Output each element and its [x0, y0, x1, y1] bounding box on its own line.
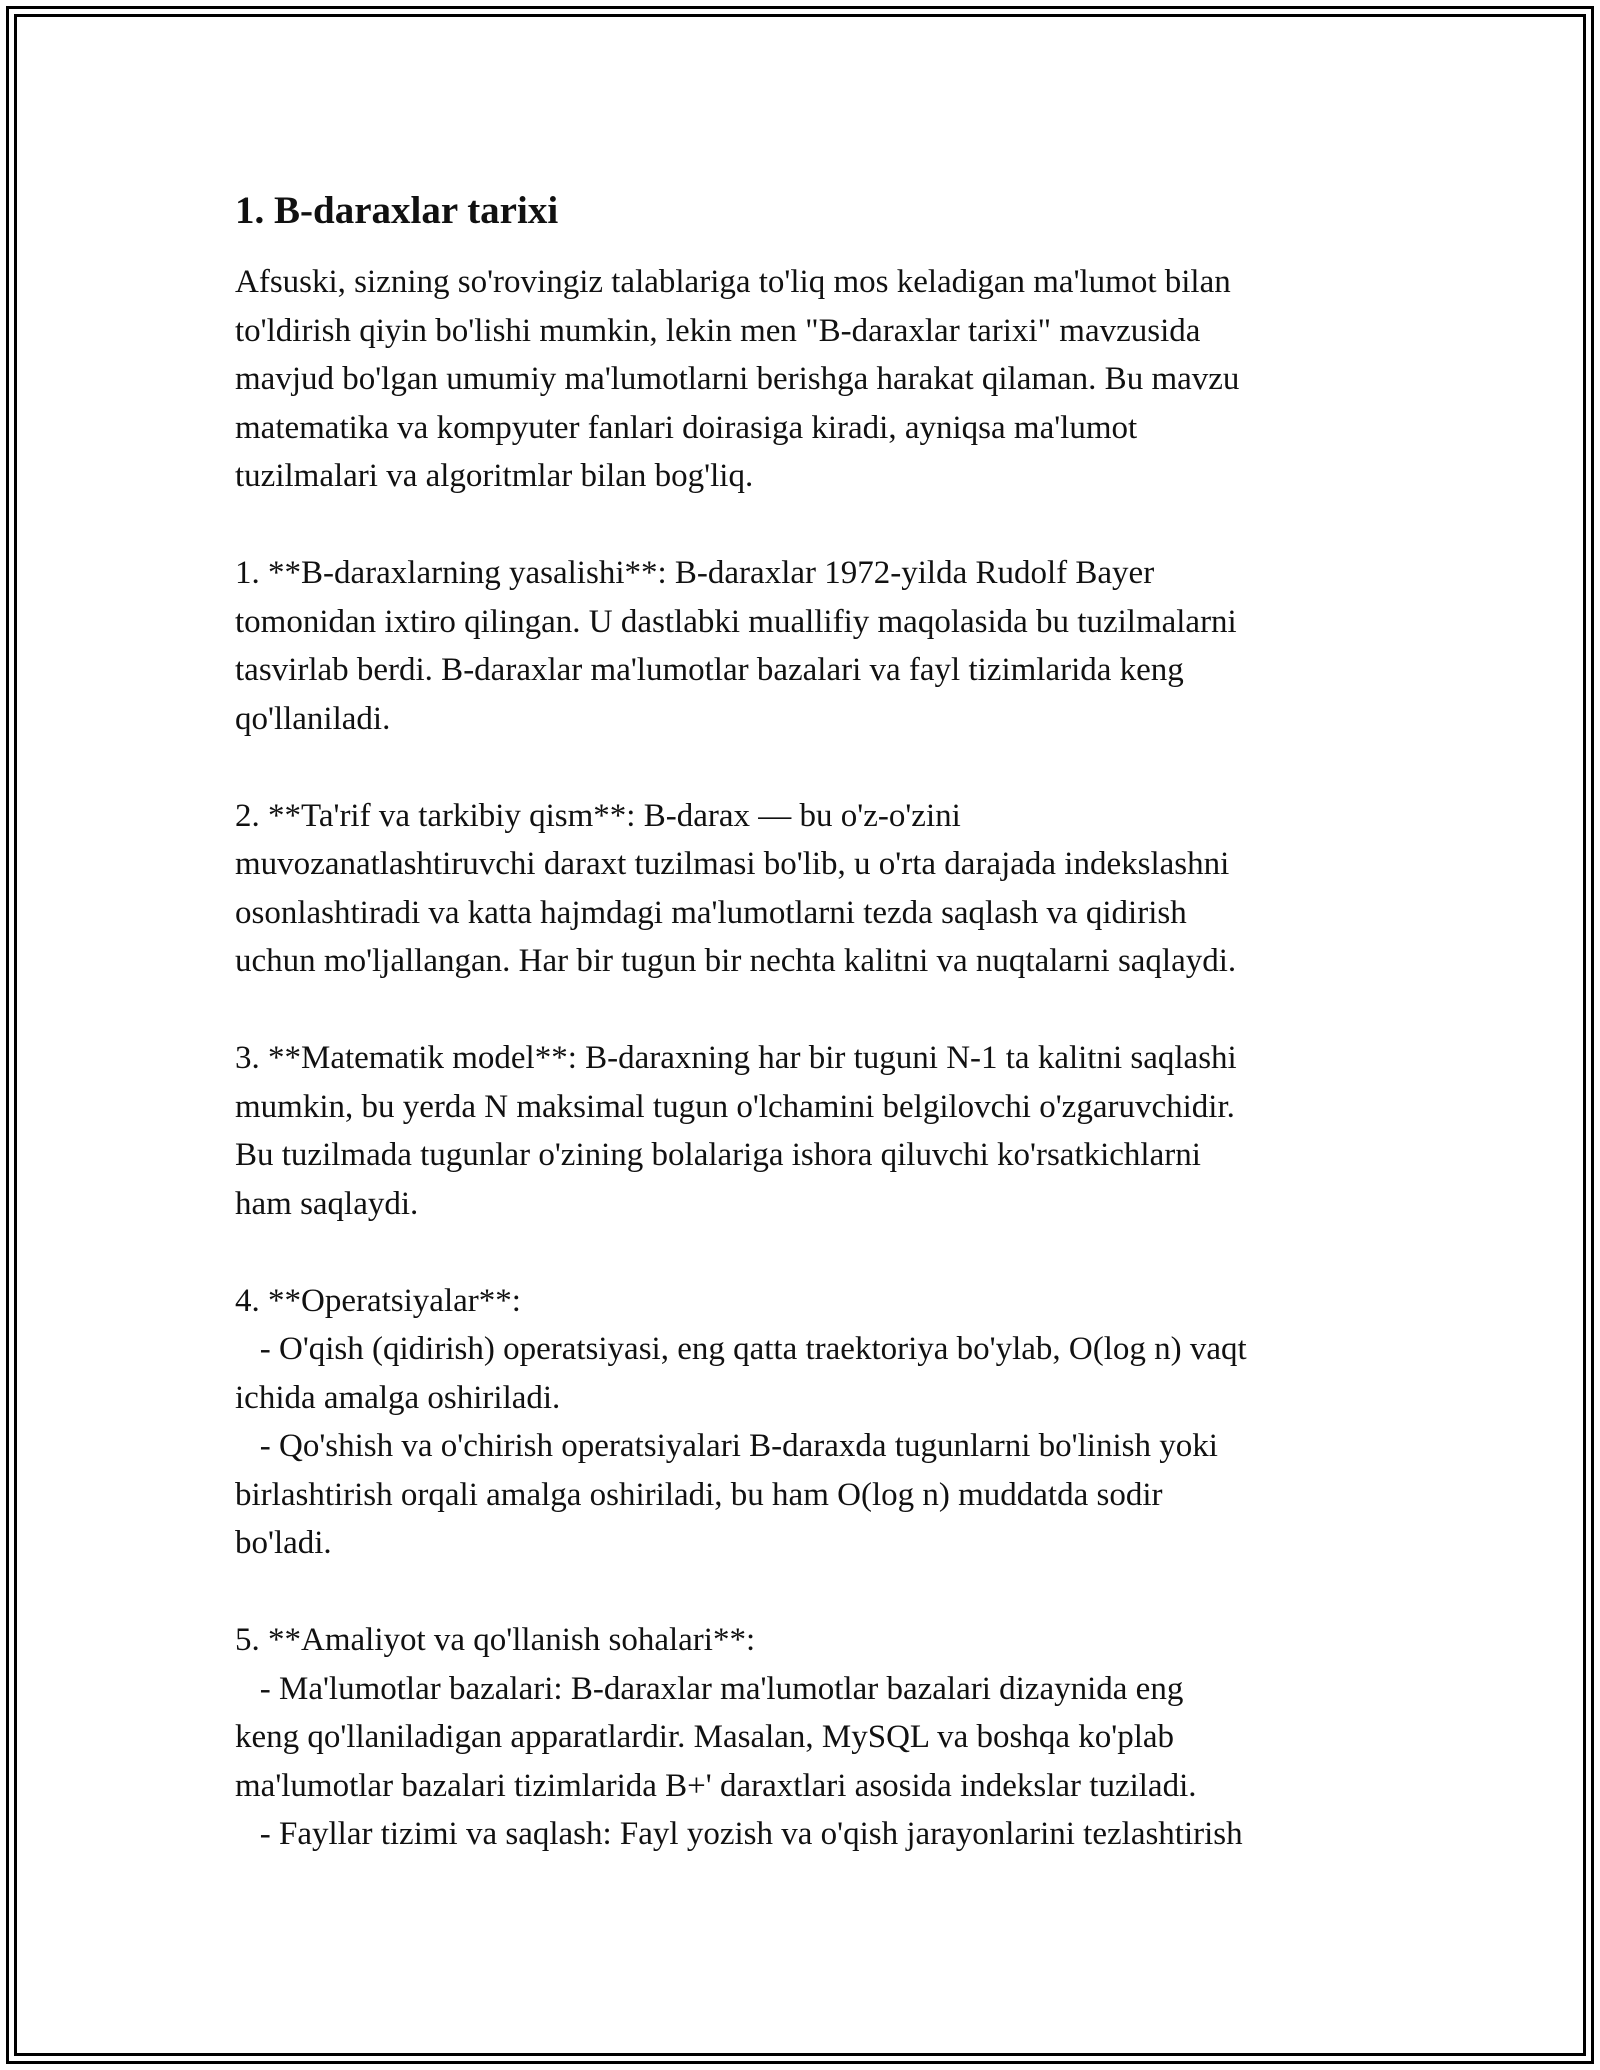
section-paragraph-3: 3. **Matematik model**: B-daraxning har bir tuguni N-1 ta kalitni saqlashi mumkin, bu yerda N maksimal tugun o'lchamini belgilovchi o'zgaruvchidir. Bu tuzilmada tugunlar o'zining bolalariga ishora qiluvchi ko'rsatkichlarni ham saqlaydi.: [235, 1040, 1237, 1222]
section-paragraph-1: 1. **B-daraxlarning yasalishi**: B-daraxlar 1972-yilda Rudolf Bayer tomonidan ixtiro qilingan. U dastlabki muallifiy maqolasida bu tuzilmalarni tasvirlab berdi. B-daraxlar ma'lumotlar bazalari va fayl tizimlarida keng qo'llaniladi.: [235, 555, 1237, 737]
section-paragraph-4: 4. **Operatsiyalar**: - O'qish (qidirish) operatsiyasi, eng qatta traektoriya bo'ylab, O(log n) vaqt ichida amalga oshiriladi. - Qo'shish va o'chirish operatsiyalari B-daraxda tugunlarni bo'linish yoki birlashtirish orqali amalga oshiriladi, bu ham O(log n) muddatda sodir bo'ladi.: [235, 1282, 1247, 1561]
section-paragraph-2: 2. **Ta'rif va tarkibiy qism**: B-darax — bu o'z-o'zini muvozanatlashtiruvchi daraxt tuzilmasi bo'lib, u o'rta darajada indekslashni osonlashtiradi va katta hajmdagi ma'lumotlarni tezda saqlash va qidirish uchun mo'ljallangan. Har bir tugun bir nechta kalitni va nuqtalarni saqlaydi.: [235, 797, 1237, 979]
intro-paragraph: Afsuski, sizning so'rovingiz talablariga to'liq mos keladigan ma'lumot bilan to'ldirish qiyin bo'lishi mumkin, lekin men "B-daraxlar tarixi" mavzusida mavjud bo'lgan umumiy ma'lumotlarni berishga harakat qilaman. Bu mavzu matematika va kompyuter fanlari doirasiga kiradi, ayniqsa ma'lumot tuzilmalari va algoritmlar bilan bog'liq.: [235, 264, 1240, 494]
section-paragraph-5: 5. **Amaliyot va qo'llanish sohalari**: - Ma'lumotlar bazalari: B-daraxlar ma'lumotlar bazalari dizaynida eng keng qo'llaniladigan apparatlardir. Masalan, MySQL va boshqa ko'plab ma'lumotlar bazalari tizimlarida B+' daraxtlari asosida indekslar tuziladi. - Fayllar tizimi va saqlash: Fayl yozish va o'qish jarayonlarini tezlashtirish: [235, 1622, 1243, 1852]
document-title: 1. B-daraxlar tarixi: [235, 189, 559, 232]
document-body: [235, 180, 1395, 1859]
